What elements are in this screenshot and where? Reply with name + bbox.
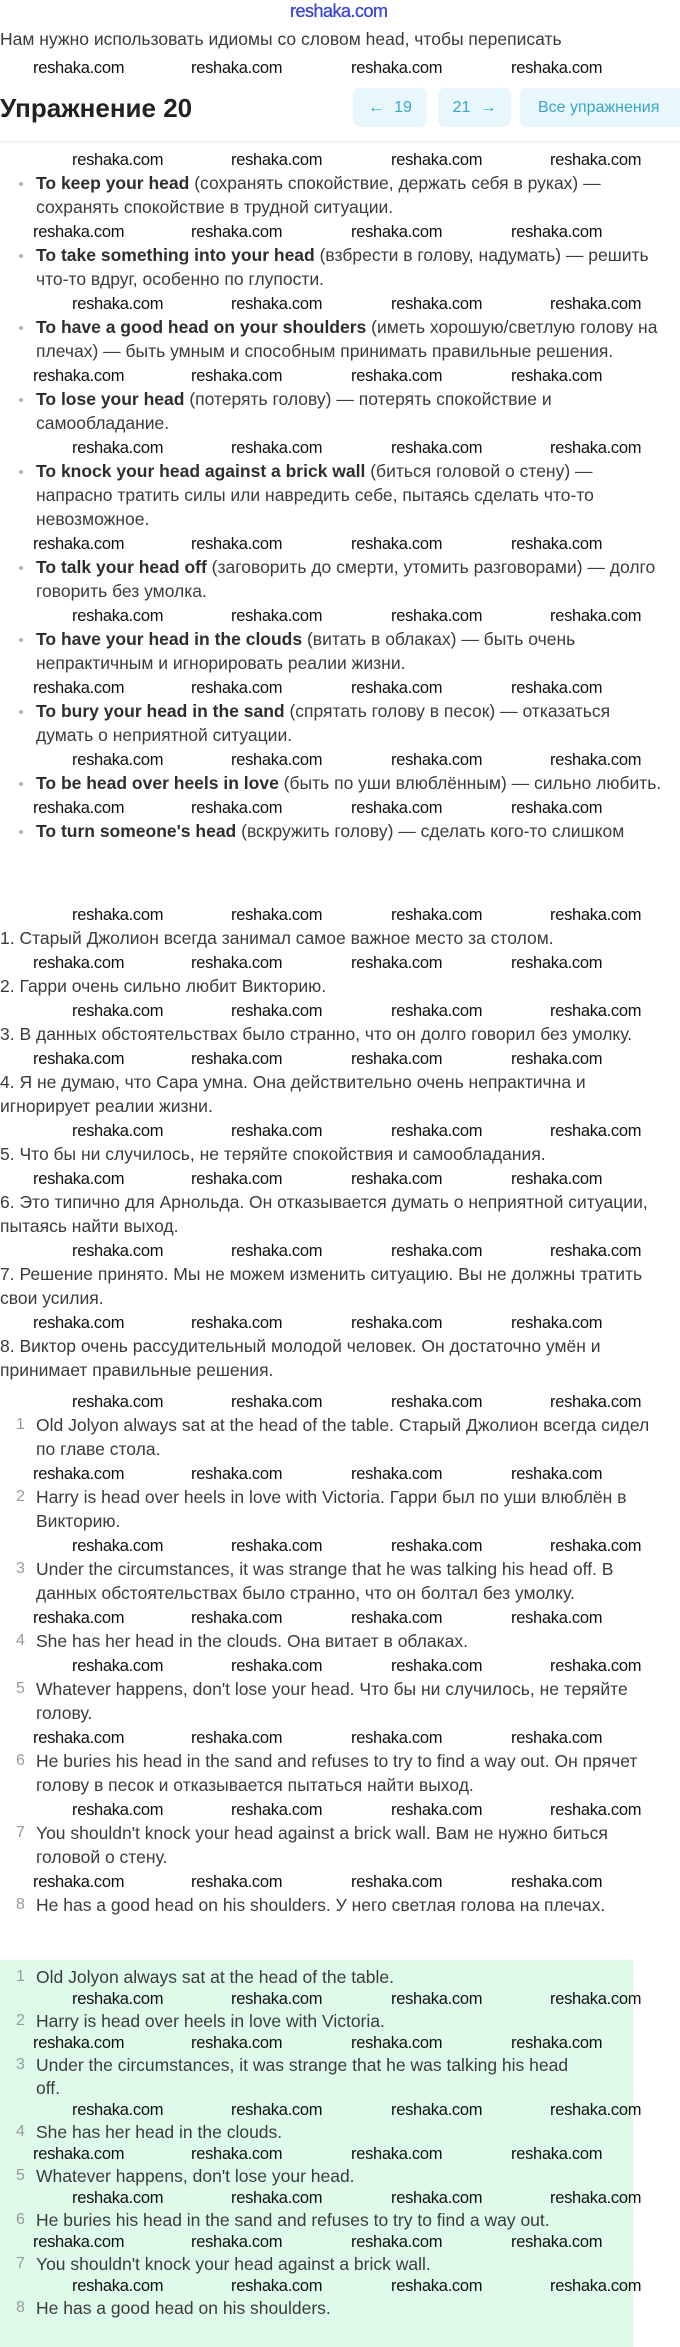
watermark-text: reshaka.com — [33, 1609, 125, 1627]
idiom-line — [36, 388, 552, 410]
translation-line: игнорирует реалии жизни. — [0, 1096, 213, 1116]
watermark-row — [0, 606, 680, 626]
final-answers-box — [0, 1960, 642, 2347]
watermark-text: reshaka.com — [351, 367, 443, 385]
watermark-text: reshaka.com — [511, 799, 603, 817]
watermark-text: reshaka.com — [231, 295, 323, 313]
all-exercises-button[interactable] — [520, 88, 680, 127]
watermark-text: reshaka.com — [231, 607, 323, 625]
watermark-row — [0, 905, 680, 925]
watermark-text: reshaka.com — [351, 1873, 443, 1891]
idiom-continuation: плечах) — быть умным и способным принимать правильные решения. — [36, 341, 614, 361]
watermark-text: reshaka.com — [391, 2189, 483, 2207]
watermark-text: reshaka.com — [231, 439, 323, 457]
watermark-text: reshaka.com — [550, 1657, 642, 1675]
bullet-icon — [19, 254, 23, 258]
answer-line: Old Jolyon always sat at the head of the table. Старый Джолион всегда сидел — [36, 1415, 650, 1435]
watermark-text: reshaka.com — [72, 151, 164, 169]
watermark-text: reshaka.com — [72, 1537, 164, 1555]
watermark-text: reshaka.com — [231, 906, 323, 924]
watermark-text: reshaka.com — [511, 2233, 603, 2251]
item-number: 1 — [16, 1416, 25, 1433]
watermark-text: reshaka.com — [351, 1170, 443, 1188]
watermark-text: reshaka.com — [550, 751, 642, 769]
watermark-text: reshaka.com — [550, 1122, 642, 1140]
idiom-meaning: (взбрести в голову, надумать) — решить — [314, 245, 649, 265]
watermark-row — [0, 1536, 680, 1556]
item-number: 4 — [16, 1632, 25, 1649]
watermark-text: reshaka.com — [351, 799, 443, 817]
watermark-row — [0, 294, 680, 314]
watermark-text: reshaka.com — [191, 679, 283, 697]
watermark-text: reshaka.com — [391, 295, 483, 313]
watermark-text: reshaka.com — [72, 2277, 164, 2295]
watermark-text: reshaka.com — [231, 1657, 323, 1675]
watermark-text: reshaka.com — [511, 1465, 603, 1483]
watermark-row — [0, 1800, 680, 1820]
bullet-icon — [19, 470, 23, 474]
idiom-continuation: что-то вдруг, особенно по глупости. — [36, 269, 325, 289]
bullet-icon — [19, 326, 23, 330]
watermark-text: reshaka.com — [511, 1873, 603, 1891]
arrow-right-icon: → — [480, 98, 497, 116]
watermark-text: reshaka.com — [511, 1729, 603, 1747]
idiom-line — [36, 172, 601, 194]
watermark-text: reshaka.com — [33, 799, 125, 817]
watermark-text: reshaka.com — [33, 1170, 125, 1188]
watermark-text: reshaka.com — [191, 1314, 283, 1332]
watermark-text: reshaka.com — [351, 535, 443, 553]
watermark-text: reshaka.com — [511, 954, 603, 972]
idiom-phrase: To keep your head — [36, 173, 190, 193]
watermark-row — [0, 2144, 680, 2164]
watermark-text: reshaka.com — [550, 906, 642, 924]
watermark-row — [0, 2276, 680, 2296]
idiom-continuation: сохранять спокойствие в трудной ситуации. — [36, 197, 394, 217]
page-title: Упражнение 20 — [0, 93, 193, 123]
idiom-meaning: (сохранять спокойствие, держать себя в руках) — — [189, 173, 601, 193]
idioms-list — [0, 144, 680, 898]
watermark-text: reshaka.com — [351, 679, 443, 697]
idiom-line — [36, 244, 649, 266]
translation-line: свои усилия. — [0, 1288, 104, 1308]
watermark-text: reshaka.com — [191, 535, 283, 553]
watermark-text: reshaka.com — [33, 59, 125, 77]
watermark-text: reshaka.com — [33, 954, 125, 972]
idiom-phrase: To talk your head off — [36, 557, 207, 577]
watermark-text: reshaka.com — [351, 1314, 443, 1332]
watermark-text: reshaka.com — [33, 2233, 125, 2251]
watermark-text: reshaka.com — [511, 679, 603, 697]
item-number: 3 — [16, 2056, 25, 2073]
intro-text: Нам нужно использовать идиомы со словом head, чтобы переписать — [0, 29, 562, 49]
watermark-text: reshaka.com — [33, 679, 125, 697]
bullet-icon — [19, 182, 23, 186]
watermark-text: reshaka.com — [191, 1609, 283, 1627]
item-number: 8 — [16, 1896, 25, 1913]
answer-line: She has her head in the clouds. Она витает в облаках. — [36, 1631, 468, 1651]
idiom-line — [36, 700, 610, 722]
watermark-row — [0, 1121, 680, 1141]
watermark-text: reshaka.com — [191, 799, 283, 817]
translation-line: 3. В данных обстоятельствах было странно, что он долго говорил без умолку. — [0, 1024, 633, 1044]
idiom-meaning: (иметь хорошую/светлую голову на — [366, 317, 658, 337]
watermark-text: reshaka.com — [72, 1801, 164, 1819]
answer-line: по главе стола. — [36, 1439, 161, 1459]
watermark-text: reshaka.com — [33, 367, 125, 385]
bullet-icon — [19, 638, 23, 642]
answer-line: He buries his head in the sand and refuses to try to find a way out. — [36, 2210, 550, 2230]
item-number: 8 — [16, 2299, 25, 2316]
watermark-row — [0, 150, 680, 170]
item-number: 7 — [16, 1824, 25, 1841]
idiom-meaning: (биться головой о стену) — — [365, 461, 593, 481]
watermark-text: reshaka.com — [231, 1537, 323, 1555]
watermark-text: reshaka.com — [72, 1393, 164, 1411]
watermark-row — [0, 438, 680, 458]
watermark-text: reshaka.com — [72, 607, 164, 625]
watermark-text: reshaka.com — [511, 1314, 603, 1332]
idiom-meaning: (вскружить голову) — сделать кого-то слишком — [236, 821, 625, 841]
watermark-row — [0, 1392, 680, 1412]
idiom-continuation: самообладание. — [36, 413, 170, 433]
answer-line: He has a good head on his shoulders. У него светлая голова на плечах. — [36, 1895, 606, 1915]
answer-line: He has a good head on his shoulders. — [36, 2298, 331, 2318]
watermark-text: reshaka.com — [33, 1314, 125, 1332]
prev-exercise-label: 19 — [394, 98, 412, 116]
watermark-text: reshaka.com — [391, 1537, 483, 1555]
watermark-text: reshaka.com — [391, 1801, 483, 1819]
watermark-text: reshaka.com — [231, 2101, 323, 2119]
prev-exercise-button[interactable] — [353, 88, 427, 127]
idiom-meaning: (потерять голову) — потерять спокойствие и — [184, 389, 552, 409]
answer-line: Under the circumstances, it was strange that he was talking his head — [36, 2055, 569, 2075]
idiom-phrase: To turn someone's head — [36, 821, 237, 841]
watermark-text: reshaka.com — [511, 223, 603, 241]
translation-line: 1. Старый Джолион всегда занимал самое важное место за столом. — [0, 928, 554, 948]
watermark-row — [0, 534, 680, 554]
bullet-icon — [19, 710, 23, 714]
idiom-line — [36, 460, 593, 482]
all-exercises-label: Все упражнения — [538, 98, 660, 116]
answer-line: You shouldn't knock your head against a brick wall. — [36, 2254, 431, 2274]
watermark-text: reshaka.com — [72, 1122, 164, 1140]
watermark-row — [0, 222, 680, 242]
idiom-meaning: (витать в облаках) — быть очень — [302, 629, 576, 649]
watermark-text: reshaka.com — [550, 151, 642, 169]
item-number: 2 — [16, 2012, 25, 2029]
watermark-text: reshaka.com — [231, 2189, 323, 2207]
watermark-text: reshaka.com — [391, 1002, 483, 1020]
watermark-text: reshaka.com — [550, 1242, 642, 1260]
watermark-text: reshaka.com — [550, 1393, 642, 1411]
bullet-icon — [19, 782, 23, 786]
item-number: 3 — [16, 1560, 25, 1577]
translation-line: 2. Гарри очень сильно любит Викторию. — [0, 976, 327, 996]
answer-line: Old Jolyon always sat at the head of the table. — [36, 1967, 394, 1987]
watermark-text: reshaka.com — [231, 151, 323, 169]
watermark-text: reshaka.com — [511, 59, 603, 77]
watermark-row — [0, 798, 680, 818]
watermark-row — [0, 1169, 680, 1189]
watermark-text: reshaka.com — [191, 2233, 283, 2251]
idiom-line — [36, 772, 661, 794]
watermark-row — [0, 750, 680, 770]
watermark-text: reshaka.com — [191, 367, 283, 385]
watermark-text: reshaka.com — [351, 2034, 443, 2052]
watermark-row — [0, 1464, 680, 1484]
watermark-text: reshaka.com — [231, 1801, 323, 1819]
idiom-line — [36, 628, 575, 650]
watermark-text: reshaka.com — [550, 2189, 642, 2207]
idiom-phrase: To have your head in the clouds — [36, 629, 303, 649]
bullet-icon — [19, 830, 23, 834]
watermark-text: reshaka.com — [231, 751, 323, 769]
watermark-text: reshaka.com — [191, 2145, 283, 2163]
watermark-text: reshaka.com — [72, 751, 164, 769]
watermark-text: reshaka.com — [72, 1990, 164, 2008]
watermark-row — [0, 953, 680, 973]
watermark-text: reshaka.com — [511, 1170, 603, 1188]
watermark-row — [0, 2100, 680, 2120]
idiom-phrase: To be head over heels in love — [36, 773, 279, 793]
watermark-text: reshaka.com — [33, 1050, 125, 1068]
idiom-continuation: говорить без умолка. — [36, 581, 207, 601]
watermark-text: reshaka.com — [33, 1465, 125, 1483]
answer-line: Harry is head over heels in love with Victoria. — [36, 2011, 385, 2031]
watermark-row — [0, 58, 680, 78]
watermark-text: reshaka.com — [72, 2189, 164, 2207]
idiom-phrase: To have a good head on your shoulders — [36, 317, 367, 337]
watermark-text: reshaka.com — [391, 906, 483, 924]
watermark-text: reshaka.com — [550, 607, 642, 625]
watermark-text: reshaka.com — [231, 1242, 323, 1260]
answer-line: Викторию. — [36, 1511, 121, 1531]
watermark-text: reshaka.com — [351, 223, 443, 241]
watermark-text: reshaka.com — [231, 1990, 323, 2008]
idiom-continuation: напрасно тратить силы или навредить себе, пытаясь сделать что-то — [36, 485, 594, 505]
watermark-text: reshaka.com — [72, 1002, 164, 1020]
watermark-row — [0, 2232, 680, 2252]
answer-line: головой о стену. — [36, 1847, 168, 1867]
watermark-row — [0, 1989, 680, 2009]
watermark-text: reshaka.com — [191, 954, 283, 972]
idiom-line — [36, 316, 657, 338]
watermark-text: reshaka.com — [191, 1050, 283, 1068]
watermark-text: reshaka.com — [550, 295, 642, 313]
watermark-text: reshaka.com — [391, 1393, 483, 1411]
watermark-row — [0, 1656, 680, 1676]
bullet-icon — [19, 566, 23, 570]
watermark-row — [0, 1313, 680, 1333]
watermark-text: reshaka.com — [72, 439, 164, 457]
watermark-text: reshaka.com — [191, 1170, 283, 1188]
translation-line: пытаясь найти выход. — [0, 1216, 179, 1236]
watermark-text: reshaka.com — [191, 1465, 283, 1483]
watermark-text: reshaka.com — [351, 1609, 443, 1627]
answer-line: голову. — [36, 1703, 93, 1723]
watermark-text: reshaka.com — [391, 439, 483, 457]
watermark-row — [0, 2188, 680, 2208]
watermark-text: reshaka.com — [550, 1537, 642, 1555]
answer-line: off. — [36, 2078, 61, 2098]
answer-line: Harry is head over heels in love with Victoria. Гарри был по уши влюблён в — [36, 1487, 627, 1507]
watermark-text: reshaka.com — [351, 2145, 443, 2163]
watermark-text: reshaka.com — [550, 439, 642, 457]
translation-line: 7. Решение принято. Мы не можем изменить ситуацию. Вы не должны тратить — [0, 1264, 643, 1284]
item-number: 6 — [16, 1752, 25, 1769]
watermark-text: reshaka.com — [391, 151, 483, 169]
next-exercise-button[interactable] — [438, 88, 511, 127]
watermark-row — [0, 2033, 680, 2053]
watermark-row — [0, 366, 680, 386]
watermark-text: reshaka.com — [550, 2101, 642, 2119]
idiom-line — [36, 556, 655, 578]
answer-line: Under the circumstances, it was strange that he was talking his head off. В — [36, 1559, 614, 1579]
watermark-text: reshaka.com — [33, 2145, 125, 2163]
watermark-text: reshaka.com — [511, 1609, 603, 1627]
idiom-continuation: непрактичным и игнорировать реалии жизни. — [36, 653, 406, 673]
watermark-row — [0, 1001, 680, 1021]
watermark-text: reshaka.com — [391, 2277, 483, 2295]
idiom-phrase: To knock your head against a brick wall — [36, 461, 366, 481]
translation-line: 4. Я не думаю, что Сара умна. Она действительно очень непрактична и — [0, 1072, 586, 1092]
item-number: 5 — [16, 2167, 25, 2184]
idiom-continuation: невозможное. — [36, 509, 150, 529]
watermark-text: reshaka.com — [351, 954, 443, 972]
watermark-row — [0, 1872, 680, 1892]
watermark-text: reshaka.com — [511, 2145, 603, 2163]
idiom-phrase: To take something into your head — [36, 245, 315, 265]
watermark-text: reshaka.com — [72, 1242, 164, 1260]
item-number: 6 — [16, 2211, 25, 2228]
watermark-text: reshaka.com — [550, 1002, 642, 1020]
watermark-text: reshaka.com — [391, 1990, 483, 2008]
watermark-text: reshaka.com — [391, 607, 483, 625]
item-number: 7 — [16, 2255, 25, 2272]
item-number: 5 — [16, 1680, 25, 1697]
answer-line: She has her head in the clouds. — [36, 2122, 283, 2142]
watermark-text: reshaka.com — [391, 2101, 483, 2119]
watermark-text: reshaka.com — [391, 751, 483, 769]
translation-line: 8. Виктор очень рассудительный молодой человек. Он достаточно умён и — [0, 1336, 601, 1356]
watermark-text: reshaka.com — [391, 1657, 483, 1675]
watermark-text: reshaka.com — [33, 1729, 125, 1747]
answer-line: You shouldn't knock your head against a brick wall. Вам не нужно биться — [36, 1823, 608, 1843]
watermark-text: reshaka.com — [511, 1050, 603, 1068]
idiom-meaning: (заговорить до смерти, утомить разговорами) — долго — [206, 557, 656, 577]
idiom-continuation: думать о неприятной ситуации. — [36, 725, 293, 745]
item-number: 1 — [16, 1968, 25, 1985]
watermark-row — [0, 1049, 680, 1069]
item-number: 2 — [16, 1488, 25, 1505]
watermark-text: reshaka.com — [391, 1242, 483, 1260]
answer-line: данных обстоятельствах было странно, что он болтал без умолку. — [36, 1583, 575, 1603]
watermark-text: reshaka.com — [231, 1393, 323, 1411]
watermark-text: reshaka.com — [231, 1122, 323, 1140]
watermark-text: reshaka.com — [351, 1465, 443, 1483]
watermark-text: reshaka.com — [511, 2034, 603, 2052]
watermark-row — [0, 1608, 680, 1628]
watermark-text: reshaka.com — [72, 2101, 164, 2119]
idiom-phrase: To lose your head — [36, 389, 185, 409]
watermark-text: reshaka.com — [511, 535, 603, 553]
watermark-text: reshaka.com — [550, 1801, 642, 1819]
watermark-text: reshaka.com — [351, 1050, 443, 1068]
watermark-text: reshaka.com — [191, 1729, 283, 1747]
watermark-text: reshaka.com — [550, 2277, 642, 2295]
answer-line: голову в песок и отказывается пытаться найти выход. — [36, 1775, 474, 1795]
answer-line: He buries his head in the sand and refuses to try to find a way out. Он прячет — [36, 1751, 638, 1771]
watermark-row — [0, 678, 680, 698]
watermark-text: reshaka.com — [231, 1002, 323, 1020]
translation-line: 5. Что бы ни случилось, не теряйте спокойствия и самообладания. — [0, 1144, 546, 1164]
item-number: 4 — [16, 2123, 25, 2140]
watermark-text: reshaka.com — [33, 223, 125, 241]
watermark-text: reshaka.com — [191, 223, 283, 241]
watermark-text: reshaka.com — [351, 59, 443, 77]
watermark-text: reshaka.com — [33, 2034, 125, 2052]
watermark-text: reshaka.com — [33, 535, 125, 553]
watermark-row — [0, 1728, 680, 1748]
bullet-icon — [19, 398, 23, 402]
watermark-text: reshaka.com — [351, 2233, 443, 2251]
watermark-text: reshaka.com — [72, 295, 164, 313]
translation-line: 6. Это типично для Арнольда. Он отказывается думать о неприятной ситуации, — [0, 1192, 648, 1212]
watermark-text: reshaka.com — [511, 367, 603, 385]
watermark-text: reshaka.com — [191, 59, 283, 77]
idiom-meaning: (спрятать голову в песок) — отказаться — [284, 701, 611, 721]
watermark-text: reshaka.com — [391, 1122, 483, 1140]
site-watermark-logo: reshaka.com — [290, 1, 388, 21]
idiom-line — [36, 820, 624, 842]
arrow-left-icon: ← — [368, 98, 385, 116]
watermark-text: reshaka.com — [72, 906, 164, 924]
answer-line: Whatever happens, don't lose your head. — [36, 2166, 355, 2186]
watermark-text: reshaka.com — [351, 1729, 443, 1747]
watermark-text: reshaka.com — [72, 1657, 164, 1675]
watermark-text: reshaka.com — [191, 2034, 283, 2052]
watermark-text: reshaka.com — [550, 1990, 642, 2008]
watermark-text: reshaka.com — [231, 2277, 323, 2295]
watermark-text: reshaka.com — [191, 1873, 283, 1891]
idiom-phrase: To bury your head in the sand — [36, 701, 285, 721]
translation-line: принимает правильные решения. — [0, 1360, 274, 1380]
answer-line: Whatever happens, don't lose your head. Что бы ни случилось, не теряйте — [36, 1679, 628, 1699]
watermark-text: reshaka.com — [33, 1873, 125, 1891]
watermark-row — [0, 1241, 680, 1261]
next-exercise-label: 21 — [452, 98, 471, 116]
idiom-meaning: (быть по уши влюблённым) — сильно любить. — [278, 773, 662, 793]
